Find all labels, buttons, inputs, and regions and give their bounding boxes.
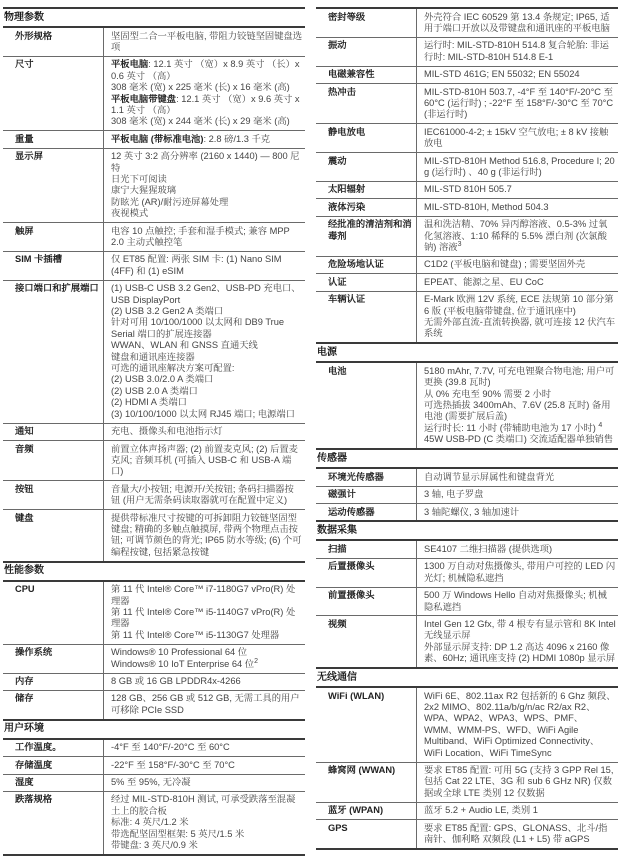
spec-value — [417, 363, 618, 448]
spec-section — [316, 520, 618, 667]
spec-value-line: 308 毫米 (宽) x 225 毫米 (长) x 16 毫米 (高) — [111, 82, 290, 93]
spec-value-line: 经过 MIL-STD-810H 测试, 可承受跌落至混凝土上的胶合板 — [111, 794, 296, 816]
spec-value-line: 可选的通讯座解决方案可配置: — [111, 363, 235, 374]
spec-value — [417, 84, 618, 123]
spec-value — [104, 223, 305, 251]
spec-label: 触屏 — [3, 223, 104, 251]
spec-value-line: (2) USB 3.0/2.0 A 类端口 — [111, 374, 214, 385]
spec-section — [316, 7, 618, 342]
spec-label: 经批准的清洁剂和消毒剂 — [316, 217, 417, 256]
spec-value-line: (3) 10/100/1000 以太网 RJ45 端口; 电源端口 — [111, 408, 295, 419]
spec-value-line: 平板电脑 (带标准电池): 2.8 磅/1.3 千克 — [111, 133, 271, 144]
spec-value-line: 无需外部直流-直流转换器, 就可连接 12 伏汽车系统 — [424, 317, 616, 339]
section-title: 物理参数 — [3, 9, 305, 28]
spec-row — [316, 802, 618, 819]
section-rows — [3, 28, 305, 561]
spec-value-line: 针对可用 10/100/1000 以太网和 DB9 True Serial 端口的扩展连接器 — [111, 317, 285, 339]
spec-value — [104, 131, 305, 147]
spec-value-line: WiFi 6E、802.11ax R2 包括新的 6 Ghz 频段、2x2 MIMO、802.11a/b/g/n/ac R2/ax R2、WPA、WPA2、WPA3、WPS、PMF、WMM、WMM-PS、WFD、WiFi Agile Multiband、WiFi Optimized Connectivity、WiFi Location、WiFi TimeSync — [424, 690, 616, 758]
spec-value-line: Intel Gen 12 Gfx, 带 4 根专有显示管和 8K Intel 无线显示屏 — [424, 618, 616, 641]
spec-value-line: 3 轴陀螺仪, 3 轴加速计 — [424, 506, 520, 517]
spec-value-line: 5180 mAhr, 7.7V, 可充电锂聚合物电池; 用户可更换 (39.8 瓦时) — [424, 365, 615, 388]
spec-label: 密封等级 — [316, 9, 417, 37]
section-title: 传感器 — [316, 450, 618, 469]
spec-value-line: -4°F 至 140°F/-20°C 至 60°C — [111, 742, 230, 753]
spec-label: GPS — [316, 820, 417, 848]
spec-row — [316, 66, 618, 83]
spec-value-line: (2) HDMI A 类端口 — [111, 397, 187, 408]
spec-label: 键盘 — [3, 510, 104, 561]
left-column — [3, 7, 305, 856]
spec-label: 振动 — [316, 38, 417, 66]
spec-value-line: 音量大/小按钮; 电源开/关按钮; 条码扫描器按钮 (用户无需条码读取器就可在配置中定义) — [111, 483, 294, 506]
spec-value — [104, 757, 305, 773]
spec-label: 危险场地认证 — [316, 257, 417, 273]
spec-row — [316, 541, 618, 557]
spec-row — [316, 363, 618, 448]
spec-value — [417, 616, 618, 667]
spec-label: 车辆认证 — [316, 292, 417, 343]
spec-row — [316, 762, 618, 802]
spec-value-line: C1D2 (平板电脑和键盘) ; 需要坚固外壳 — [424, 259, 586, 270]
spec-label: WiFi (WLAN) — [316, 688, 417, 761]
spec-label: 内存 — [3, 674, 104, 690]
spec-label: 操作系统 — [3, 645, 104, 673]
spec-label: 太阳辐射 — [316, 182, 417, 198]
spec-value — [417, 217, 618, 256]
spec-row — [316, 486, 618, 503]
spec-value-line: 键盘和通讯座连接器 — [111, 351, 195, 362]
spec-value-line: 3 轴, 电子罗盘 — [424, 489, 484, 500]
spec-row — [316, 83, 618, 123]
spec-row — [3, 56, 305, 130]
spec-label: 尺寸 — [3, 57, 104, 130]
spec-value — [104, 582, 305, 644]
spec-value-line: 第 11 代 Intel® Core™ i5-1140G7 vPro(R) 处理器 — [111, 606, 296, 629]
spec-value-line: 要求 ET85 配置: GPS、GLONASS、北斗/指南针、伽利略 双频段 (L1 + L5) 带 aGPS — [424, 822, 608, 845]
spec-value — [417, 292, 618, 343]
spec-row — [3, 791, 305, 854]
spec-row — [3, 509, 305, 561]
section-title: 电源 — [316, 344, 618, 363]
section-rows — [316, 363, 618, 448]
spec-value-line: (2) USB 2.0 A 类端口 — [111, 385, 198, 396]
spec-value — [104, 252, 305, 280]
spec-label: 电池 — [316, 363, 417, 448]
spec-value-line: 平板电脑带键盘: 12.1 英寸 （宽）x 9.6 英寸 x 1.1 英寸 （高） — [111, 93, 300, 115]
spec-value — [417, 588, 618, 616]
spec-row — [316, 9, 618, 37]
spec-value — [104, 740, 305, 756]
spec-row — [316, 216, 618, 256]
spec-value-line: 夜视模式 — [111, 208, 149, 219]
spec-label: 后置摄像头 — [316, 559, 417, 587]
spec-section — [316, 667, 618, 850]
spec-value-line: 运行时长: 11 小时 (带辅助电池为 17 小时) $^4$ — [424, 421, 603, 433]
spec-row — [3, 740, 305, 756]
spec-value-line: 标准: 4 英尺/1.2 米 — [111, 817, 189, 828]
spec-section — [3, 719, 305, 856]
spec-value-line: 电容 10 点触控; 手套和湿手模式; 兼容 MPP 2.0 主动式触控笔 — [111, 225, 290, 247]
spec-value — [417, 487, 618, 503]
spec-value-line: (1) USB-C USB 3.2 Gen2、USB-PD 充电口、USB DisplayPort — [111, 283, 301, 305]
spec-label: 视频 — [316, 616, 417, 667]
spec-value — [417, 153, 618, 181]
spec-row — [316, 291, 618, 343]
spec-value-line: MIL-STD 810H 505.7 — [424, 184, 512, 195]
spec-value — [104, 281, 305, 423]
spec-label: SIM 卡插槽 — [3, 252, 104, 280]
spec-value-line: MIL-STD-810H 503.7, -4°F 至 140°F/-20°C 至 60°C (运行时) ; -22°F 至 158°F/-30°C 至 70°C (非运行时) — [424, 86, 614, 120]
spec-label: 震动 — [316, 153, 417, 181]
spec-label: 按钮 — [3, 481, 104, 509]
spec-label: 前置摄像头 — [316, 588, 417, 616]
spec-value-line: 308 毫米 (宽) x 244 毫米 (长) x 29 毫米 (高) — [111, 116, 290, 127]
spec-value — [417, 504, 618, 520]
spec-value — [417, 541, 618, 557]
spec-section — [3, 561, 305, 719]
spec-value-line: 前置立体声扬声器; (2) 前置麦克风; (2) 后置麦克风; 音频耳机 (可插入 USB-C 和 USB-A 端口) — [111, 443, 298, 477]
spec-value — [417, 688, 618, 761]
spec-value — [104, 674, 305, 690]
spec-value — [104, 481, 305, 509]
spec-value — [104, 149, 305, 222]
spec-row — [3, 582, 305, 644]
spec-value — [417, 182, 618, 198]
section-rows — [316, 9, 618, 342]
spec-value-line: 康宁大猩猩玻璃 — [111, 185, 177, 196]
spec-row — [3, 644, 305, 673]
spec-value-line: 带选配坚固型框架: 5 英尺/1.5 米 — [111, 828, 245, 839]
spec-label: 认证 — [316, 274, 417, 290]
spec-value — [104, 57, 305, 130]
spec-row — [316, 152, 618, 181]
spec-value-line: -22°F 至 158°F/-30°C 至 70°C — [111, 759, 235, 770]
spec-label: 扫描 — [316, 541, 417, 557]
spec-value-line: 仅 ET85 配置: 两张 SIM 卡: (1) Nano SIM (4FF) 和 (1) eSIM — [111, 254, 282, 276]
spec-value-line: 5% 至 95%, 无冷凝 — [111, 777, 191, 788]
spec-label: 音频 — [3, 441, 104, 480]
spec-label: CPU — [3, 582, 104, 644]
spec-label: 电磁兼容性 — [316, 67, 417, 83]
spec-value-line: 12 英寸 3:2 高分辨率 (2160 x 1440) — 800 尼特 — [111, 151, 300, 173]
spec-row — [3, 774, 305, 791]
spec-value-line: 防眩光 (AR)/耐污迹屏幕处理 — [111, 196, 229, 207]
spec-value-line: 充电、摄像头和电池指示灯 — [111, 426, 223, 437]
spec-value-line: 自动调节显示屏属性和键盘背光 — [424, 471, 555, 482]
spec-value-line: 第 11 代 Intel® Core™ i7-1180G7 vPro(R) 处理器 — [111, 584, 296, 606]
spec-value-line: MIL-STD 461G; EN 55032; EN 55024 — [424, 69, 580, 80]
spec-value-line: 500 万 Windows Hello 自动对焦摄像头; 机械隐私遮挡 — [424, 590, 607, 612]
spec-label: 蓝牙 (WPAN) — [316, 803, 417, 819]
spec-row — [3, 251, 305, 280]
spec-row — [316, 558, 618, 587]
spec-label: 接口端口和扩展端口 — [3, 281, 104, 423]
spec-value-line: 温和洗洁精、70% 异丙醇溶液、0.5-3% 过氧化氢溶液、1:10 稀释的 5.5% 漂白剂 (次氯酸钠) 溶液$^3$ — [424, 219, 608, 252]
spec-row — [316, 469, 618, 485]
spec-row — [316, 123, 618, 152]
spec-value-line: WWAN、WLAN 和 GNSS 直通天线 — [111, 340, 258, 351]
spec-row — [3, 690, 305, 719]
section-title: 用户环境 — [3, 721, 305, 740]
section-rows — [316, 688, 618, 848]
spec-section — [3, 7, 305, 561]
spec-value-line: MIL-STD-810H, Method 504.3 — [424, 201, 549, 212]
spec-row — [3, 28, 305, 56]
spec-label: 静电放电 — [316, 124, 417, 152]
spec-value-line: (2) USB 3.2 Gen2 A 类端口 — [111, 306, 224, 317]
spec-value-line: 第 11 代 Intel® Core™ i5-1130G7 处理器 — [111, 629, 280, 640]
spec-value-line: 蓝牙 5.2 + Audio LE, 类别 1 — [424, 805, 538, 816]
spec-value-line: EPEAT、能源之星、EU CoC — [424, 276, 544, 287]
spec-value-line: SE4107 二维扫描器 (提供选项) — [424, 543, 553, 554]
spec-value — [417, 274, 618, 290]
spec-row — [316, 688, 618, 761]
spec-value — [417, 199, 618, 215]
spec-value-line: 日光下可阅读 — [111, 173, 167, 184]
spec-row — [316, 587, 618, 616]
spec-row — [316, 181, 618, 198]
spec-label: 显示屏 — [3, 149, 104, 222]
spec-value-line: 要求 ET85 配置: 可用 5G (支持 3 GPP Rel 15, 包括 Cat 22 LTE、3G 和 sub 6 GHz NR) 仅数据或全球 LTE 类别 12 仅数据 — [424, 765, 614, 798]
spec-row — [3, 756, 305, 773]
spec-value — [417, 124, 618, 152]
spec-value-line: 外部显示屏支持: DP 1.2 高达 4096 x 2160 像素、60Hz; 通讯座支持 (2) HDMI 1080p 显示屏 — [424, 641, 616, 664]
spec-label: 环境光传感器 — [316, 469, 417, 485]
spec-row — [316, 256, 618, 273]
spec-value — [417, 9, 618, 37]
spec-label: 储存 — [3, 691, 104, 719]
section-rows — [316, 469, 618, 520]
spec-value — [104, 441, 305, 480]
spec-value-line: Windows® 10 IoT Enterprise 64 位$^2$ — [111, 657, 259, 669]
spec-value — [104, 424, 305, 440]
section-rows — [3, 740, 305, 854]
spec-value — [417, 559, 618, 587]
spec-row — [316, 819, 618, 848]
spec-value — [104, 28, 305, 56]
section-title: 性能参数 — [3, 563, 305, 582]
section-rows — [3, 582, 305, 719]
spec-value-line: E-Mark 欧洲 12V 系统, ECE 法规第 10 部分第 6 版 (平板电脑带键盘, 位于通讯座中) — [424, 294, 614, 316]
spec-label: 液体污染 — [316, 199, 417, 215]
spec-label: 蜂窝网 (WWAN) — [316, 763, 417, 802]
spec-row — [316, 273, 618, 290]
spec-value-line: 可选热插拔 3400mAh、7.6V (25.8 瓦时) 备用电池 (需要扩展后盖) — [424, 400, 611, 422]
section-title: 数据采集 — [316, 522, 618, 541]
spec-row — [316, 615, 618, 667]
spec-label: 重量 — [3, 131, 104, 147]
spec-value-line: 1300 万自动对焦摄像头, 带用户可控的 LED 闪光灯; 机械隐私遮挡 — [424, 561, 616, 583]
spec-row — [316, 37, 618, 66]
spec-row — [3, 673, 305, 690]
spec-label: 湿度 — [3, 775, 104, 791]
spec-value-line: 8 GB 或 16 GB LPDDR4x-4266 — [111, 676, 241, 686]
spec-value-line: 运行时: MIL-STD-810H 514.8 复合轮胎: 非运行时: MIL-STD-810H 514.8 E-1 — [424, 40, 609, 62]
spec-row — [3, 280, 305, 423]
right-column — [316, 7, 618, 856]
spec-label: 外形规格 — [3, 28, 104, 56]
spec-row — [3, 148, 305, 222]
spec-value — [104, 775, 305, 791]
spec-row — [3, 222, 305, 251]
spec-label: 工作温度。 — [3, 740, 104, 756]
spec-value — [417, 803, 618, 819]
spec-value — [417, 469, 618, 485]
spec-label: 磁强计 — [316, 487, 417, 503]
spec-value-line: 外壳符合 IEC 60529 第 13.4 条规定; IP65, 适用于端口开放以及带键盘和通讯座的平板电脑 — [424, 11, 610, 33]
spec-value — [417, 38, 618, 66]
section-rows — [316, 541, 618, 667]
spec-label: 跌落规格 — [3, 792, 104, 854]
spec-section — [316, 448, 618, 520]
spec-row — [3, 440, 305, 480]
spec-value — [417, 820, 618, 848]
spec-value — [104, 691, 305, 719]
spec-row — [3, 480, 305, 509]
spec-value-line: 坚固型二合一平板电脑, 带阻力铰链坚固键盘选项 — [111, 30, 303, 52]
spec-label: 热冲击 — [316, 84, 417, 123]
spec-value — [417, 257, 618, 273]
spec-value-line: 从 0% 充电至 90% 需要 2 小时 — [424, 388, 552, 399]
spec-value-line: 平板电脑: 12.1 英寸 （宽）x 8.9 英寸 （长）x 0.6 英寸 （高） — [111, 59, 300, 81]
spec-value-line: 带键盘: 3 英尺/0.9 米 — [111, 840, 198, 851]
spec-row — [3, 130, 305, 147]
spec-label: 运动传感器 — [316, 504, 417, 520]
spec-value — [104, 645, 305, 673]
spec-value-line: 提供带标准尺寸按键的可拆卸阻力铰链坚固型键盘; 精确的多触点触摸屏, 带两个物理点击按钮; 可调节颜色的背光; IP65 防水等级; (6) 个可编程按键, 包括紧急按键 — [111, 512, 302, 557]
spec-row — [316, 198, 618, 215]
spec-value — [104, 510, 305, 561]
spec-value — [417, 67, 618, 83]
spec-value — [417, 763, 618, 802]
spec-value — [104, 792, 305, 854]
spec-value-line: MIL-STD-810H Method 516.8, Procedure I; 20 g (运行时) 、40 g (非运行时) — [424, 155, 615, 177]
section-title: 无线通信 — [316, 669, 618, 688]
spec-section — [316, 342, 618, 448]
spec-value-line: Windows® 10 Professional 64 位 — [111, 647, 248, 658]
spec-label: 通知 — [3, 424, 104, 440]
spec-label: 存储温度 — [3, 757, 104, 773]
spec-value-line: 128 GB、256 GB 或 512 GB, 无需工具的用户可移除 PCIe SSD — [111, 693, 300, 715]
spec-row — [316, 503, 618, 520]
spec-row — [3, 423, 305, 440]
spec-value-line: IEC61000-4-2; ± 15kV 空气放电; ± 8 kV 接触放电 — [424, 126, 609, 149]
spec-value-line: 45W USB-PD (C 类端口) 交流适配器单独销售 — [424, 434, 614, 445]
